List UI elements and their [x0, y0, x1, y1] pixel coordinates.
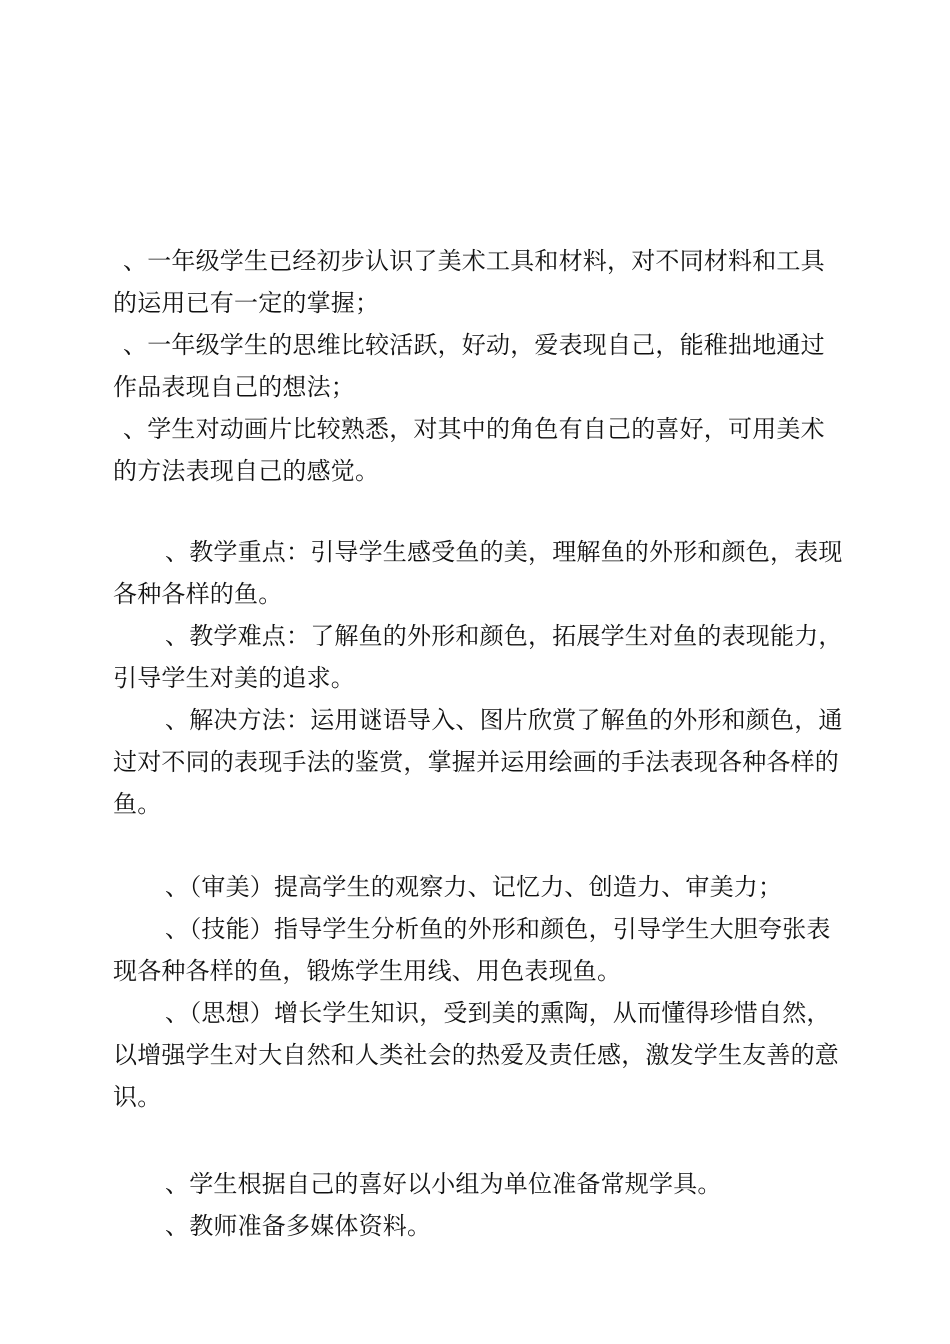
key-points-section — [113, 531, 848, 825]
key-point-difficulty: 、教学难点：了解鱼的外形和颜色，拓展学生对鱼的表现能力，引导学生对美的追求。 — [113, 622, 843, 692]
objective-skill: 、（技能）指导学生分析鱼的外形和颜色，引导学生大胆夸张表现各种各样的鱼，锻炼学生用线、用色表现鱼。 — [113, 915, 831, 985]
objective-aesthetic: 、（审美）提高学生的观察力、记忆力、创造力、审美力； — [165, 873, 783, 901]
preparation-section — [113, 1163, 848, 1247]
objectives-section — [113, 866, 848, 1118]
situation-item-2: 、一年级学生的思维比较活跃，好动，爱表现自己，能稚拙地通过作品表现自己的想法； — [113, 331, 825, 401]
key-point-method: 、解决方法：运用谜语导入、图片欣赏了解鱼的外形和颜色，通过对不同的表现手法的鉴赏，掌握并运用绘画的手法表现各种各样的鱼。 — [113, 706, 843, 818]
key-point-focus: 、教学重点：引导学生感受鱼的美，理解鱼的外形和颜色，表现各种各样的鱼。 — [113, 538, 843, 608]
situation-item-1: 、一年级学生已经初步认识了美术工具和材料，对不同材料和工具的运用已有一定的掌握； — [113, 247, 825, 317]
preparation-teacher: 、教师准备多媒体资料。 — [165, 1212, 432, 1240]
objective-thought: 、（思想）增长学生知识，受到美的熏陶，从而懂得珍惜自然，以增强学生对大自然和人类社会的热爱及责任感，激发学生友善的意识。 — [113, 999, 839, 1111]
situation-item-3: 、学生对动画片比较熟悉，对其中的角色有自己的喜好，可用美术的方法表现自己的感觉。 — [113, 415, 825, 485]
situation-analysis-section — [113, 240, 848, 492]
preparation-student: 、学生根据自己的喜好以小组为单位准备常规学具。 — [165, 1170, 722, 1198]
